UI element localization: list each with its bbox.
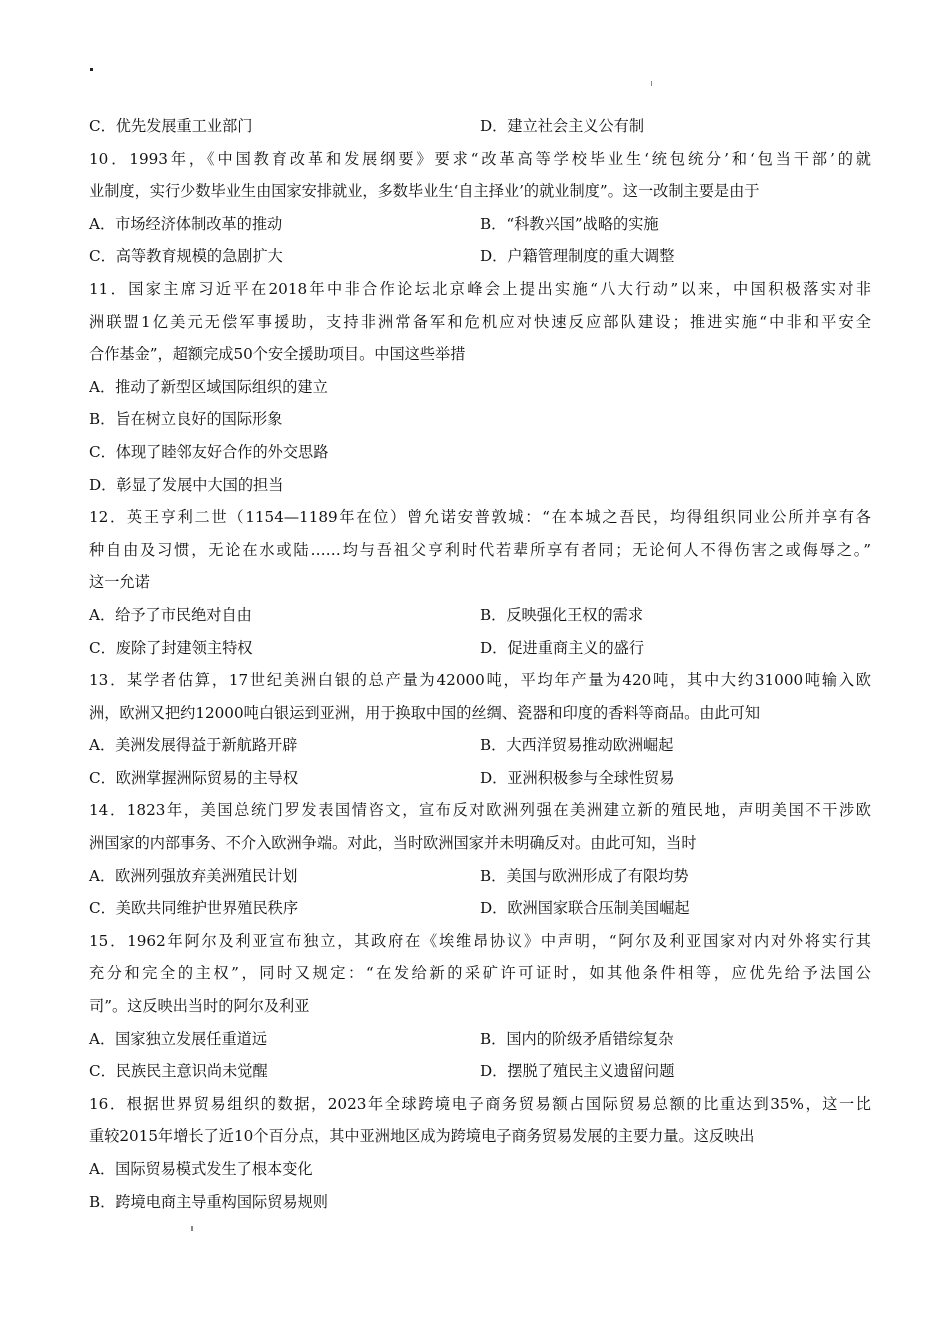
option-b: B．跨境电商主导重构国际贸易规则 — [89, 1192, 328, 1211]
option-a: A．国家独立发展任重道远 — [89, 1029, 268, 1048]
option-row — [89, 599, 871, 632]
option-row — [89, 762, 871, 795]
question-12-text: 种自由及习惯，无论在水或陆……均与吾祖父亨利时代若辈所享有者同；无论何人不得伤害之或侮辱之。” — [89, 540, 871, 559]
question-10-text: 10．1993年，《中国教育改革和发展纲要》要求“改革高等学校毕业生‘统包统分’和‘包当干部’的就 — [89, 149, 871, 168]
option-d: D．欧洲国家联合压制美国崛起 — [480, 899, 690, 918]
option-row — [89, 892, 871, 925]
question-14-text: 洲国家的内部事务、不介入欧洲争端。对此，当时欧洲国家并未明确反对。由此可知，当时 — [89, 834, 697, 853]
option-b: B．旨在树立良好的国际形象 — [89, 410, 283, 429]
question-11-text: 合作基金”，超额完成50个安全援助项目。中国这些举措 — [89, 345, 466, 364]
option-a: A．国际贸易模式发生了根本变化 — [89, 1160, 313, 1178]
option-c: C．高等教育规模的急剧扩大 — [89, 247, 283, 266]
question-15-text: 司”。这反映出当时的阿尔及利亚 — [89, 997, 310, 1016]
option-a: A．欧洲列强放弃美洲殖民计划 — [89, 866, 298, 885]
question-12-text: 12．英王亨利二世（1154—1189年在位）曾允诺安普敦城：“在本城之吾民，均得组织同业公所并享有各 — [89, 508, 871, 527]
question-13-text: 洲，欧洲又把约12000吨白银运到亚洲，用于换取中国的丝绸、瓷器和印度的香料等商品。由此可知 — [89, 703, 761, 722]
option-row — [89, 208, 871, 241]
question-13-text: 13．某学者估算，17世纪美洲白银的总产量为42000吨，平均年产量为420吨，其中大约31000吨输入欧 — [89, 671, 871, 690]
scan-tick-mark — [651, 81, 652, 86]
option-c: C．优先发展重工业部门 — [89, 117, 253, 135]
option-a: A．市场经济体制改革的推动 — [89, 214, 283, 233]
question-15-text: 充分和完全的主权”，同时又规定：“在发给新的采矿许可证时，如其他条件相等，应优先给予法国公 — [89, 964, 871, 983]
option-d: D．彰显了发展中大国的担当 — [89, 475, 284, 494]
option-d: D．建立社会主义公有制 — [480, 117, 645, 135]
question-15-text: 15．1962年阿尔及利亚宣布独立，其政府在《埃维昂协议》中声明，“阿尔及利亚国家对内对外将实行其 — [89, 931, 871, 950]
question-12-text: 这一允诺 — [89, 573, 150, 592]
option-b: B．国内的阶级矛盾错综复杂 — [480, 1029, 674, 1048]
option-b: B．反映强化王权的需求 — [480, 605, 644, 624]
option-b: B．美国与欧洲形成了有限均势 — [480, 866, 689, 885]
question-16-text: 16．根据世界贸易组织的数据，2023年全球跨境电子商务贸易额占国际贸易总额的比重达到35%，这一比 — [89, 1094, 871, 1113]
question-10-text: 业制度，实行少数毕业生由国家安排就业，多数毕业生‘自主择业’的就业制度”。这一改制主要是由于 — [89, 182, 760, 201]
question-content — [89, 110, 871, 1218]
option-c: C．废除了封建领主特权 — [89, 638, 253, 657]
option-row — [89, 860, 871, 893]
option-c: C．欧洲掌握洲际贸易的主导权 — [89, 768, 299, 787]
question-11-text: 11．国家主席习近平在2018年中非合作论坛北京峰会上提出实施“八大行动”以来，中国积极落实对非 — [89, 279, 871, 298]
option-row — [89, 729, 871, 762]
option-d: D．亚洲积极参与全球性贸易 — [480, 768, 675, 787]
option-row — [89, 240, 871, 273]
scan-dot-mark — [90, 68, 93, 71]
question-11-text: 洲联盟1亿美元无偿军事援助，支持非洲常备军和危机应对快速反应部队建设；推进实施“中非和平安全 — [89, 312, 871, 331]
option-row — [89, 632, 871, 665]
question-16-text: 重较2015年增长了近10个百分点，其中亚洲地区成为跨境电子商务贸易发展的主要力量。这反映出 — [89, 1127, 755, 1146]
option-row — [89, 1023, 871, 1056]
option-c: C．体现了睦邻友好合作的外交思路 — [89, 442, 329, 461]
option-a: A．美洲发展得益于新航路开辟 — [89, 736, 298, 755]
scan-tick-mark — [191, 1226, 193, 1231]
option-c: C．美欧共同维护世界殖民秩序 — [89, 899, 299, 918]
option-d: D．户籍管理制度的重大调整 — [480, 247, 675, 266]
option-d: D．摆脱了殖民主义遗留问题 — [480, 1062, 675, 1081]
option-row — [89, 110, 871, 143]
option-row — [89, 1055, 871, 1088]
option-b: B．大西洋贸易推动欧洲崛起 — [480, 736, 674, 755]
option-c: C．民族民主意识尚未觉醒 — [89, 1062, 268, 1081]
option-a: A．推动了新型区域国际组织的建立 — [89, 377, 328, 396]
option-a: A．给予了市民绝对自由 — [89, 605, 252, 624]
option-b: B．“科教兴国”战略的实施 — [480, 214, 659, 233]
option-d: D．促进重商主义的盛行 — [480, 638, 645, 657]
question-14-text: 14．1823年，美国总统门罗发表国情咨文，宣布反对欧洲列强在美洲建立新的殖民地，声明美国不干涉欧 — [89, 801, 871, 820]
